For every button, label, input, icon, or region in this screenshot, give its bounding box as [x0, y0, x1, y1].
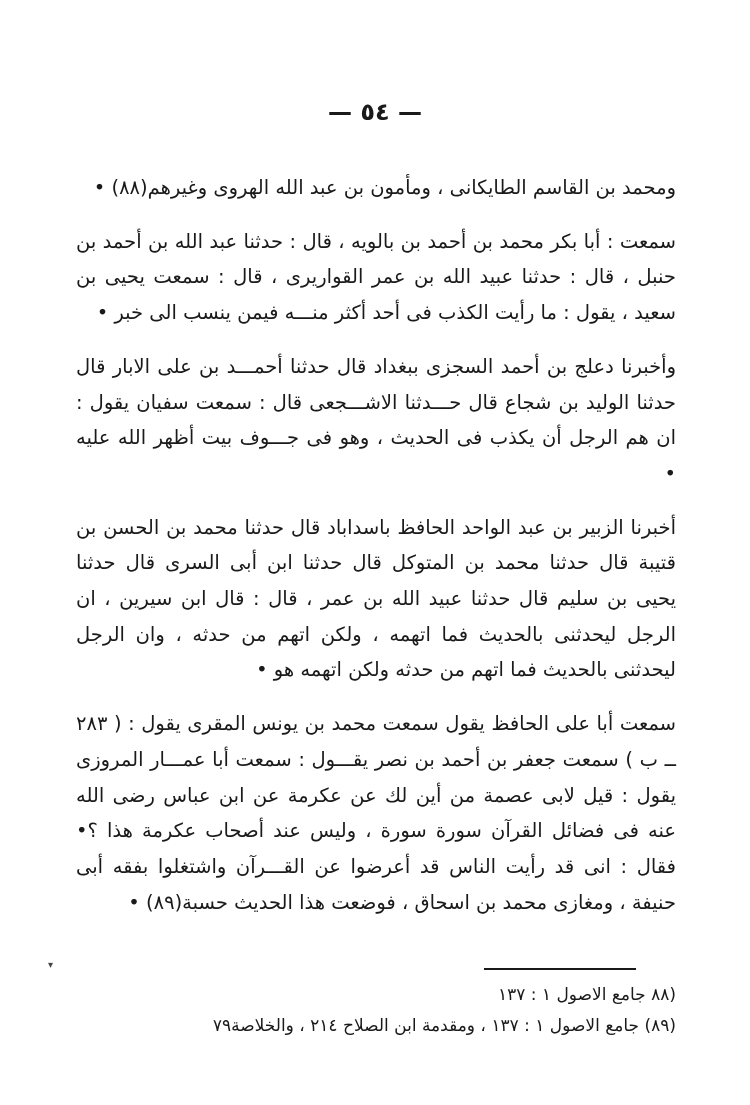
paragraph: وأخبرنا دعلج بن أحمد السجزى ببغداد قال حدثنا أحمـــد بن على الابار قال حدثنا الوليد بن شجاع قال حـــدثنا الاشـــجعى قال : سمعت سفيان يقول : ان هم الرجل أن يكذب فى الحديث ، وهو فى جـــوف بيت أظهر الله عليه • — [76, 354, 676, 485]
footnote-divider — [484, 968, 636, 970]
paragraph: أخبرنا الزبير بن عبد الواحد الحافظ باسداباد قال حدثنا محمد بن الحسن بن قتيبة قال حدثنا محمد بن المتوكل قال حدثنا ابن أبى السرى قال حدثنا يحيى بن سليم قال حدثنا عبيد الله بن عمر ، قال : قال ابن سيرين ، ان الرجل ليحدثنى بالحديث فما اتهمه ، ولكن اتهم من حدثه ، وان الرجل ليحدثنى بالحديث فما اتهم من حدثه ولكن اتهمه هو • — [76, 515, 676, 682]
footnote: (٨٨ جامع الاصول ١ : ١٣٧ — [497, 985, 676, 1005]
paragraph: ومحمد بن القاسم الطايكانى ، ومأمون بن عبد الله الهروى وغيرهم(٨٨) • — [93, 176, 676, 199]
scan-speck: ▾ — [48, 960, 54, 971]
paragraph: سمعت : أبا بكر محمد بن أحمد بن بالويه ، قال : حدثنا عبد الله بن أحمد بن حنبل ، قال : حدثنا عبيد الله بن عمر القواريرى ، قال : سمعت يحيى بن سعيد ، يقول : ما رأيت الكذب فى أحد أكثر منـــه فيمن ينسب الى خبر • — [76, 229, 676, 325]
paragraph: سمعت أبا على الحافظ يقول سمعت محمد بن يونس المقرى يقول : ( ٢٨٣ ــ ب ) سمعت جعفر بن أحمد بن نصر يقـــول : سمعت أبا عمـــار المروزى يقول : قيل لابى عصمة من أين لك عن عكرمة عن ابن عباس رضى الله عنه فى فضائل القرآن سورة سورة ، وليس عند أصحاب عكرمة هذا ؟• فقال : انى قد رأيت الناس قد أعرضوا عن القـــرآن واشتغلوا بفقه أبى حنيفة ، ومغازى محمد بن اسحاق ، فوضعت هذا الحديث حسبة(٨٩) • — [76, 712, 676, 914]
page-number: — ٥٤ — — [327, 98, 422, 126]
footnotes — [76, 980, 676, 1042]
main-text — [76, 170, 676, 920]
footnote: (٨٩) جامع الاصول ١ : ١٣٧ ، ومقدمة ابن الصلاح ٢١٤ ، والخلاصة٧٩ — [212, 1016, 676, 1036]
